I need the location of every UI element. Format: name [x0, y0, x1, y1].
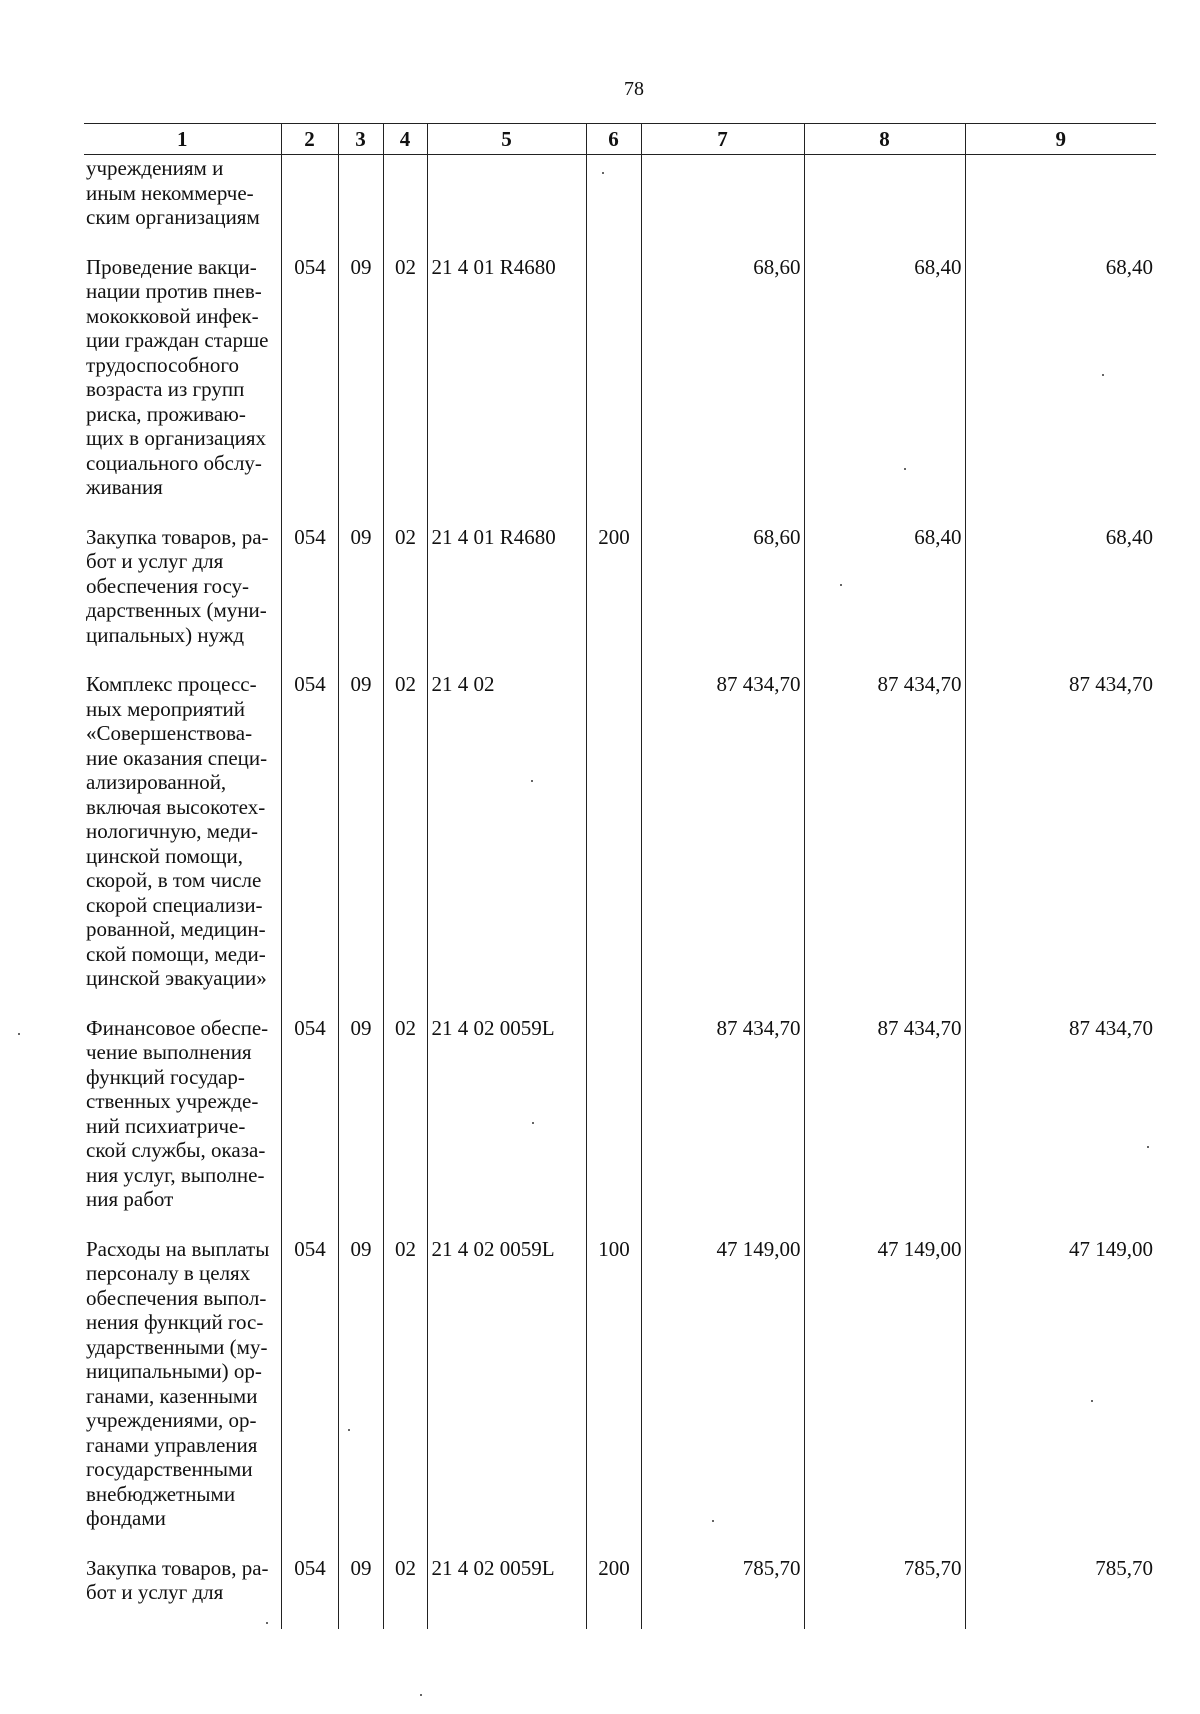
target-article-cell: 21 4 02 0059L [427, 1015, 586, 1236]
header-cell: 6 [586, 124, 641, 155]
amount-year1-cell: 47 149,00 [641, 1236, 804, 1555]
description-line: учреждениям и [86, 156, 224, 180]
amount-year3-cell: 87 434,70 [965, 671, 1156, 1015]
description-cell [84, 1015, 281, 1236]
description-line: ний психиатриче- [86, 1113, 246, 1138]
amount-year1-cell: 87 434,70 [641, 671, 804, 1015]
header-cell: 7 [641, 124, 804, 155]
table-row [84, 1555, 1156, 1629]
scan-speck [840, 584, 842, 586]
description-line: «Совершенствова- [86, 721, 253, 745]
description-line: Закупка товаров, ра- [86, 524, 269, 549]
description-line: бот и услуг для [86, 549, 224, 573]
expense-type-cell [586, 155, 641, 254]
section-code-cell: 09 [338, 1015, 383, 1236]
amount-year3-cell: 87 434,70 [965, 1015, 1156, 1236]
header-row [84, 124, 1156, 155]
description-line: ных мероприятий [86, 696, 245, 721]
description-line: ализированной, [86, 770, 227, 794]
description-line: нологичную, меди- [86, 819, 259, 843]
description-line: ганами управления [86, 1432, 258, 1457]
table-row [84, 671, 1156, 1015]
expense-type-cell [586, 671, 641, 1015]
expense-type-cell: 200 [586, 1555, 641, 1629]
scan-speck [532, 1122, 534, 1124]
scan-speck [266, 1622, 268, 1624]
amount-year2-cell [804, 155, 965, 254]
description-line: Расходы на выплаты [86, 1236, 270, 1261]
scan-speck [904, 468, 906, 470]
header-cell: 3 [338, 124, 383, 155]
description-line: дарственных (муни- [86, 598, 267, 622]
description-line: риска, проживаю- [86, 401, 246, 426]
ministry-code-cell: 054 [281, 1236, 338, 1555]
header-cell: 2 [281, 124, 338, 155]
description-line: учреждениями, ор- [86, 1408, 257, 1432]
budget-table [84, 123, 1156, 1629]
description-line: Комплекс процесс- [86, 672, 257, 696]
subsection-code-cell: 02 [383, 671, 427, 1015]
scan-speck [1147, 1146, 1149, 1148]
table-row [84, 155, 1156, 254]
section-code-cell: 09 [338, 254, 383, 524]
amount-year3-cell: 68,40 [965, 524, 1156, 672]
description-line: иным некоммерче- [86, 180, 254, 205]
amount-year1-cell [641, 155, 804, 254]
amount-year2-cell: 785,70 [804, 1555, 965, 1629]
description-line: включая высокотех- [86, 794, 266, 819]
section-code-cell: 09 [338, 524, 383, 672]
subsection-code-cell: 02 [383, 254, 427, 524]
scan-speck [602, 172, 604, 174]
description-line: персоналу в целях [86, 1261, 251, 1285]
description-line: ципальных) нужд [86, 622, 245, 647]
section-code-cell [338, 155, 383, 254]
description-line: фондами [86, 1506, 166, 1530]
target-article-cell: 21 4 01 R4680 [427, 524, 586, 672]
expense-type-cell [586, 254, 641, 524]
amount-year2-cell: 87 434,70 [804, 1015, 965, 1236]
header-cell: 4 [383, 124, 427, 155]
description-cell [84, 155, 281, 254]
description-cell [84, 1555, 281, 1629]
description-line: ции граждан старше [86, 328, 269, 352]
table-row [84, 524, 1156, 672]
target-article-cell: 21 4 01 R4680 [427, 254, 586, 524]
table-row [84, 1236, 1156, 1555]
description-cell [84, 524, 281, 672]
description-line: ской помощи, меди- [86, 941, 266, 966]
description-line: живания [86, 475, 163, 499]
header-cell: 1 [84, 124, 281, 155]
description-cell [84, 671, 281, 1015]
subsection-code-cell [383, 155, 427, 254]
description-line: Финансовое обеспе- [86, 1015, 269, 1040]
table-row [84, 1015, 1156, 1236]
ministry-code-cell: 054 [281, 671, 338, 1015]
description-line: цинской помощи, [86, 843, 243, 868]
description-line: мококковой инфек- [86, 303, 259, 328]
description-line: внебюджетными [86, 1481, 236, 1506]
amount-year3-cell: 47 149,00 [965, 1236, 1156, 1555]
description-line: рованной, медицин- [86, 917, 266, 941]
description-line: щих в организациях [86, 426, 266, 450]
description-line: ственных учрежде- [86, 1089, 259, 1113]
target-article-cell: 21 4 02 [427, 671, 586, 1015]
description-line: социального обслу- [86, 450, 262, 475]
description-line: скорой, в том числе [86, 868, 262, 892]
amount-year1-cell: 785,70 [641, 1555, 804, 1629]
description-line: ударственными (му- [86, 1334, 268, 1359]
header-cell: 5 [427, 124, 586, 155]
description-line: возраста из групп [86, 377, 245, 401]
amount-year2-cell: 68,40 [804, 524, 965, 672]
description-line: ние оказания специ- [86, 745, 268, 770]
description-line: ния услуг, выполне- [86, 1162, 265, 1187]
scan-speck [1091, 1400, 1093, 1402]
subsection-code-cell: 02 [383, 1015, 427, 1236]
ministry-code-cell: 054 [281, 524, 338, 672]
scan-speck [18, 1033, 20, 1035]
ministry-code-cell [281, 155, 338, 254]
subsection-code-cell: 02 [383, 1555, 427, 1629]
description-line: ской службы, оказа- [86, 1138, 266, 1162]
scan-speck [348, 1429, 350, 1431]
description-cell [84, 1236, 281, 1555]
ministry-code-cell: 054 [281, 1015, 338, 1236]
scan-speck [420, 1694, 422, 1696]
section-code-cell: 09 [338, 671, 383, 1015]
ministry-code-cell: 054 [281, 254, 338, 524]
description-line: нения функций гос- [86, 1310, 264, 1334]
expense-type-cell [586, 1015, 641, 1236]
section-code-cell: 09 [338, 1555, 383, 1629]
description-line: государственными [86, 1457, 253, 1481]
amount-year1-cell: 68,60 [641, 254, 804, 524]
amount-year1-cell: 68,60 [641, 524, 804, 672]
description-line: Закупка товаров, ра- [86, 1555, 269, 1580]
expense-type-cell: 100 [586, 1236, 641, 1555]
page-number: 78 [624, 78, 644, 100]
target-article-cell: 21 4 02 0059L [427, 1236, 586, 1555]
target-article-cell: 21 4 02 0059L [427, 1555, 586, 1629]
subsection-code-cell: 02 [383, 1236, 427, 1555]
description-line: Проведение вакци- [86, 254, 257, 279]
ministry-code-cell: 054 [281, 1555, 338, 1629]
description-line: цинской эвакуации» [86, 966, 267, 990]
description-line: нации против пнев- [86, 279, 262, 303]
subsection-code-cell: 02 [383, 524, 427, 672]
description-line: функций государ- [86, 1064, 245, 1089]
description-line: ганами, казенными [86, 1383, 258, 1408]
scan-speck [712, 1520, 714, 1522]
section-code-cell: 09 [338, 1236, 383, 1555]
description-line: трудоспособного [86, 352, 239, 377]
description-line: ским организациям [86, 205, 260, 229]
description-line: бот и услуг для [86, 1580, 224, 1604]
description-line: обеспечения выпол- [86, 1285, 267, 1310]
description-line: чение выполнения [86, 1040, 252, 1064]
amount-year2-cell: 87 434,70 [804, 671, 965, 1015]
amount-year2-cell: 68,40 [804, 254, 965, 524]
description-line: ниципальными) ор- [86, 1359, 262, 1383]
header-cell: 9 [965, 124, 1156, 155]
amount-year3-cell: 68,40 [965, 254, 1156, 524]
amount-year2-cell: 47 149,00 [804, 1236, 965, 1555]
scan-speck [531, 780, 533, 782]
description-line: обеспечения госу- [86, 573, 250, 598]
table-row [84, 254, 1156, 524]
description-cell [84, 254, 281, 524]
scan-speck [1102, 374, 1104, 376]
amount-year3-cell: 785,70 [965, 1555, 1156, 1629]
description-line: ния работ [86, 1187, 174, 1211]
target-article-cell [427, 155, 586, 254]
amount-year1-cell: 87 434,70 [641, 1015, 804, 1236]
expense-type-cell: 200 [586, 524, 641, 672]
description-line: скорой специализи- [86, 892, 263, 917]
header-cell: 8 [804, 124, 965, 155]
amount-year3-cell [965, 155, 1156, 254]
